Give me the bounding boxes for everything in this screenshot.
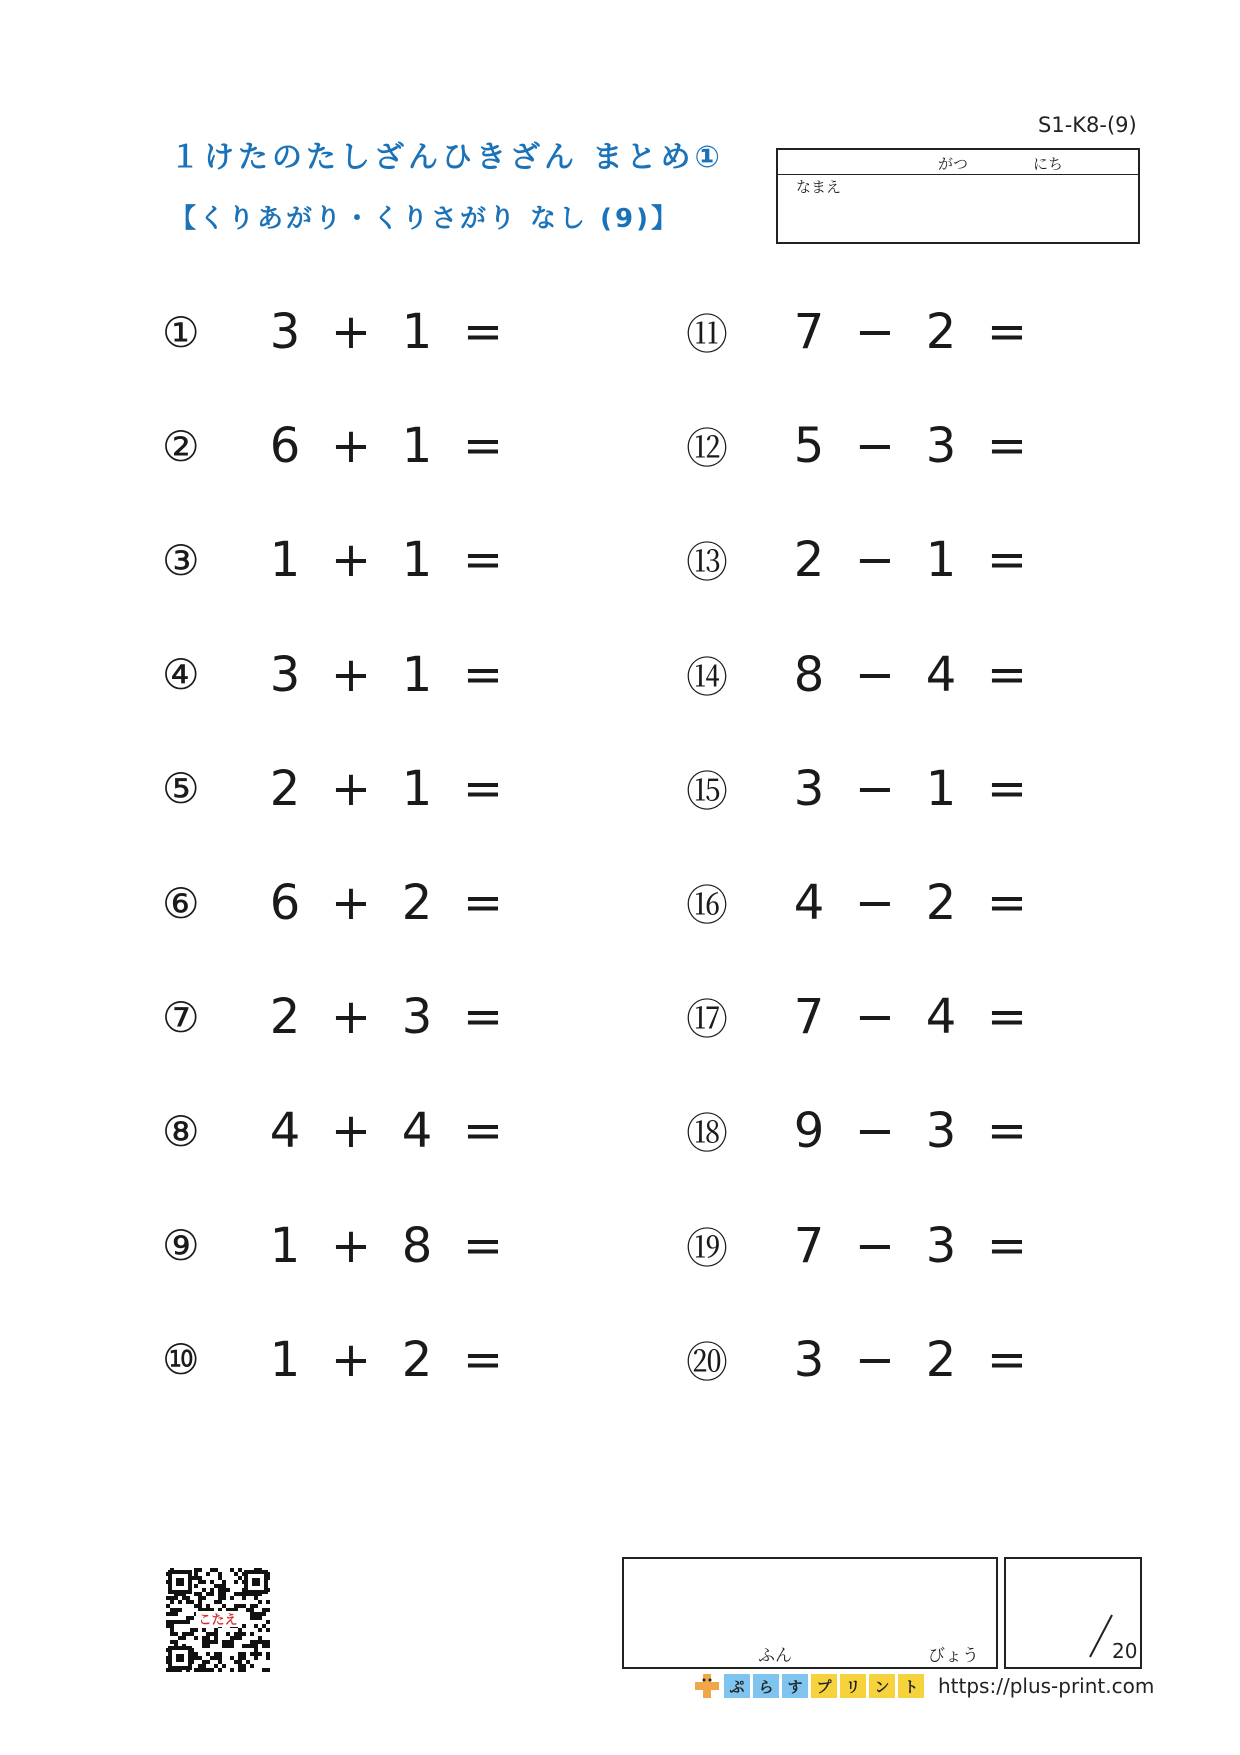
problem-number: ⑪ xyxy=(686,310,729,359)
equals-sign: = xyxy=(462,646,504,703)
operand-a: 6 xyxy=(269,875,301,931)
site-url[interactable]: https://plus-print.com xyxy=(938,1674,1155,1698)
operand-a: 5 xyxy=(793,418,825,475)
problem-row xyxy=(162,868,636,938)
answer-blank[interactable] xyxy=(1040,873,1160,933)
operand-b: 1 xyxy=(401,304,433,360)
problem-row xyxy=(686,982,1160,1052)
problem-row xyxy=(162,1325,636,1395)
answer-blank[interactable] xyxy=(1040,530,1160,590)
operand-a: 4 xyxy=(269,1103,301,1160)
operand-a: 2 xyxy=(269,989,301,1046)
answer-blank[interactable] xyxy=(516,1330,636,1390)
operator: − xyxy=(854,1103,896,1160)
name-label: なまえ xyxy=(796,178,842,196)
operand-a: 3 xyxy=(793,1331,825,1388)
equals-sign: = xyxy=(986,1103,1028,1160)
operand-b: 2 xyxy=(925,875,957,931)
equals-sign: = xyxy=(986,1331,1028,1388)
logo-char: す xyxy=(782,1674,808,1698)
answer-blank[interactable] xyxy=(1040,302,1160,362)
equals-sign: = xyxy=(986,532,1028,589)
answer-blank[interactable] xyxy=(1040,1330,1160,1390)
answer-blank[interactable] xyxy=(516,1216,636,1276)
equals-sign: = xyxy=(462,304,504,360)
problem-row xyxy=(686,1211,1160,1281)
operator: + xyxy=(330,1217,372,1274)
operator: − xyxy=(854,1331,896,1388)
equals-sign: = xyxy=(462,532,504,589)
logo-char: ン xyxy=(869,1674,895,1698)
problem-number: ⑰ xyxy=(686,995,729,1045)
qr-code-icon[interactable] xyxy=(166,1568,270,1672)
operand-b: 4 xyxy=(401,1103,433,1160)
problem-row xyxy=(162,982,636,1052)
equals-sign: = xyxy=(462,875,504,931)
operand-b: 4 xyxy=(925,646,957,703)
problem-number: ⑦ xyxy=(162,992,200,1042)
operand-a: 1 xyxy=(269,1331,301,1388)
answer-blank[interactable] xyxy=(1040,645,1160,705)
answer-blank[interactable] xyxy=(516,645,636,705)
minutes-label: ふん xyxy=(758,1646,792,1666)
operand-b: 3 xyxy=(401,989,433,1046)
problem-number: ⑯ xyxy=(686,881,729,930)
operand-b: 1 xyxy=(401,760,433,817)
answer-blank[interactable] xyxy=(1040,759,1160,819)
logo-char: ら xyxy=(753,1674,779,1698)
problem-number: ② xyxy=(162,421,200,471)
equals-sign: = xyxy=(986,760,1028,817)
operator: + xyxy=(330,646,372,703)
logo-char: ト xyxy=(898,1674,924,1698)
problem-number: ⑱ xyxy=(686,1109,729,1159)
month-label: がつ xyxy=(938,155,969,173)
operator: + xyxy=(330,989,372,1046)
plus-print-logo[interactable] xyxy=(694,1672,924,1700)
answer-blank[interactable] xyxy=(516,1101,636,1161)
problem-number: ⑲ xyxy=(686,1223,729,1273)
equals-sign: = xyxy=(462,1331,504,1388)
operator: − xyxy=(854,1217,896,1274)
problem-row xyxy=(686,754,1160,824)
operand-a: 3 xyxy=(793,760,825,817)
equals-sign: = xyxy=(462,418,504,475)
operand-a: 1 xyxy=(269,532,301,589)
time-box[interactable] xyxy=(622,1557,998,1669)
seconds-label: びょう xyxy=(928,1646,979,1666)
problem-row xyxy=(162,297,636,367)
problem-row xyxy=(162,640,636,710)
operator: − xyxy=(854,760,896,817)
problem-row xyxy=(686,1325,1160,1395)
operator: − xyxy=(854,304,896,360)
problem-row xyxy=(686,640,1160,710)
problem-number: ⑬ xyxy=(686,538,729,588)
answer-blank[interactable] xyxy=(1040,416,1160,476)
answer-blank[interactable] xyxy=(1040,1216,1160,1276)
answer-blank[interactable] xyxy=(1040,1101,1160,1161)
equals-sign: = xyxy=(986,875,1028,931)
operator: − xyxy=(854,646,896,703)
operand-a: 1 xyxy=(269,1217,301,1274)
problem-row xyxy=(162,754,636,824)
operand-a: 7 xyxy=(793,304,825,360)
worksheet-subtitle: 【くりあがり・くりさがり なし (9)】 xyxy=(170,204,680,234)
problem-number: ③ xyxy=(162,535,200,585)
problem-number: ⑥ xyxy=(162,878,200,928)
logo-char: プ xyxy=(811,1674,837,1698)
problem-number: ⑫ xyxy=(686,424,729,474)
operand-b: 2 xyxy=(401,875,433,931)
operator: + xyxy=(330,418,372,475)
operand-a: 8 xyxy=(793,646,825,703)
problem-number: ⑭ xyxy=(686,652,729,702)
equals-sign: = xyxy=(462,989,504,1046)
operand-b: 8 xyxy=(401,1217,433,1274)
equals-sign: = xyxy=(462,1217,504,1274)
logo-char: ぷ xyxy=(724,1674,750,1698)
equals-sign: = xyxy=(986,989,1028,1046)
problem-row xyxy=(686,1096,1160,1166)
operator: − xyxy=(854,875,896,931)
operand-a: 3 xyxy=(269,304,301,360)
problem-row xyxy=(162,1096,636,1166)
answer-blank[interactable] xyxy=(516,416,636,476)
answer-blank[interactable] xyxy=(516,873,636,933)
operator: + xyxy=(330,1103,372,1160)
operand-a: 9 xyxy=(793,1103,825,1160)
operand-a: 2 xyxy=(793,532,825,589)
operand-b: 1 xyxy=(401,418,433,475)
answer-blank[interactable] xyxy=(516,987,636,1047)
operand-a: 6 xyxy=(269,418,301,475)
answer-blank[interactable] xyxy=(516,530,636,590)
answer-blank[interactable] xyxy=(516,759,636,819)
operand-b: 2 xyxy=(925,304,957,360)
problem-row xyxy=(162,411,636,481)
day-label: にち xyxy=(1033,155,1064,173)
worksheet-title: １けたのたしざんひきざん まとめ① xyxy=(170,140,724,175)
problem-number: ① xyxy=(162,307,200,357)
operand-a: 4 xyxy=(793,875,825,931)
answer-blank[interactable] xyxy=(516,302,636,362)
equals-sign: = xyxy=(986,1217,1028,1274)
mascot-icon xyxy=(694,1672,720,1700)
equals-sign: = xyxy=(986,646,1028,703)
problem-number: ⑩ xyxy=(162,1335,200,1385)
operand-b: 1 xyxy=(925,760,957,817)
operand-b: 3 xyxy=(925,418,957,475)
operand-b: 4 xyxy=(925,989,957,1046)
problem-code: S1-K8-(9) xyxy=(1038,113,1137,137)
operator: − xyxy=(854,532,896,589)
operand-b: 1 xyxy=(401,646,433,703)
problem-number: ④ xyxy=(162,650,200,700)
answer-blank[interactable] xyxy=(1040,987,1160,1047)
operand-b: 1 xyxy=(401,532,433,589)
problem-row xyxy=(686,411,1160,481)
equals-sign: = xyxy=(462,1103,504,1160)
problem-row xyxy=(686,297,1160,367)
operator: − xyxy=(854,989,896,1046)
problem-row xyxy=(686,868,1160,938)
score-box[interactable] xyxy=(1004,1557,1142,1669)
operand-a: 2 xyxy=(269,760,301,817)
score-total: 20 xyxy=(1112,1639,1138,1663)
operand-a: 7 xyxy=(793,989,825,1046)
operand-a: 3 xyxy=(269,646,301,703)
problem-number: ⑨ xyxy=(162,1221,200,1271)
operand-a: 7 xyxy=(793,1217,825,1274)
problem-number: ⑮ xyxy=(686,766,729,816)
problem-number: ⑳ xyxy=(686,1337,729,1387)
equals-sign: = xyxy=(986,418,1028,475)
name-box[interactable] xyxy=(776,148,1140,244)
operator: + xyxy=(330,875,372,931)
problem-number: ⑧ xyxy=(162,1106,200,1156)
problem-row xyxy=(162,525,636,595)
operand-b: 1 xyxy=(925,532,957,589)
problem-row xyxy=(162,1211,636,1281)
operand-b: 3 xyxy=(925,1103,957,1160)
operator: − xyxy=(854,418,896,475)
equals-sign: = xyxy=(986,304,1028,360)
operand-b: 2 xyxy=(401,1331,433,1388)
equals-sign: = xyxy=(462,760,504,817)
problem-number: ⑤ xyxy=(162,764,200,814)
operand-b: 2 xyxy=(925,1331,957,1388)
operator: + xyxy=(330,760,372,817)
operand-b: 3 xyxy=(925,1217,957,1274)
operator: + xyxy=(330,1331,372,1388)
operator: + xyxy=(330,304,372,360)
logo-char: リ xyxy=(840,1674,866,1698)
operator: + xyxy=(330,532,372,589)
qr-label: こたえ xyxy=(198,1613,238,1628)
problem-row xyxy=(686,525,1160,595)
